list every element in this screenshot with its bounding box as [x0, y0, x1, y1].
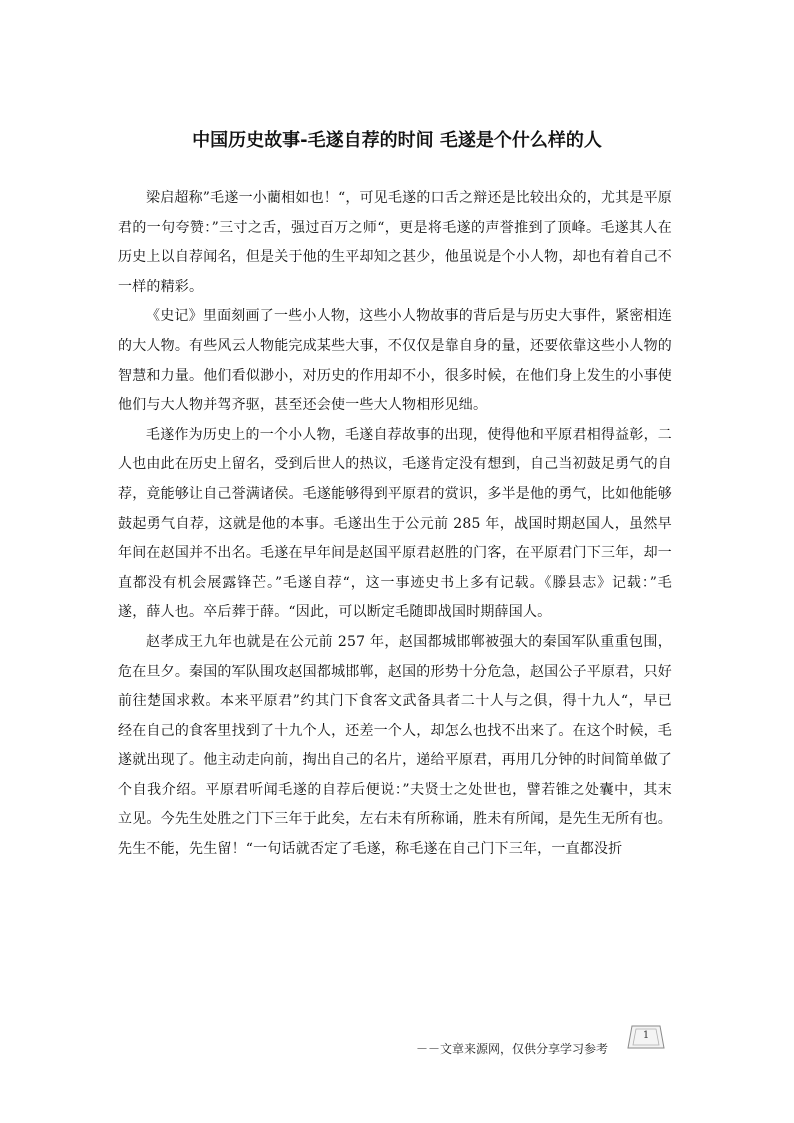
page-title: 中国历史故事-毛遂自荐的时间 毛遂是个什么样的人: [192, 130, 602, 151]
paragraph: 赵孝成王九年也就是在公元前 257 年，赵国都城邯郸被强大的秦国军队重重包围，危在旦夕。秦国的军队围攻赵国都城邯郸，赵国的形势十分危急，赵国公子平原君，只好前往楚国求救。本来平原君”约其门下食客文武备具者二十人与之俱，得十九人“，早已经在自己的食客里找到了十九个人，还差一个人，却怎么也找不出来了。在这个时候，毛遂就出现了。他主动走向前，掏出自己的名片，递给平原君，再用几分钟的时间简单做了个自我介绍。平原君听闻毛遂的自荐后便说：”夫贤士之处世也，譬若锥之处囊中，其末立见。今先生处胜之门下三年于此矣，左右未有所称诵，胜未有所闻，是先生无所有也。先生不能，先生留！“一句话就否定了毛遂，称毛遂在自己门下三年，一直都没折: [118, 633, 672, 858]
page-number: 1: [642, 1030, 650, 1041]
paragraph: 毛遂作为历史上的一个小人物，毛遂自荐故事的出现，使得他和平原君相得益彰，二人也由此在历史上留名，受到后世人的热议，毛遂肯定没有想到，自己当初鼓足勇气的自荐，竟能够让自己誉满诸侯。毛遂能够得到平原君的赏识，多半是他的勇气，比如他能够鼓起勇气自荐，这就是他的本事。毛遂出生于公元前 285 年，战国时期赵国人，虽然早年间在赵国并不出名。毛遂在早年间是赵国平原君赵胜的门客，在平原君门下三年，却一直都没有机会展露锋芒。”毛遂自荐“，这一事迹史书上多有记载。《滕县志》记载：”毛遂，薛人也。卒后葬于薛。“因此，可以断定毛随即战国时期薛国人。: [118, 426, 672, 621]
article-body: [118, 184, 672, 865]
paragraph: 梁启超称”毛遂一小藺相如也！“，可见毛遂的口舌之辩还是比较出众的，尤其是平原君的一句夸赞：”三寸之舌，强过百万之师“，更是将毛遂的声誉推到了顶峰。毛遂其人在历史上以自荐闻名，但是关于他的生平却知之甚少，他虽说是个小人物，却也有着自己不一样的精彩。: [118, 190, 672, 295]
paragraph: 《史记》里面刻画了一些小人物，这些小人物故事的背后是与历史大事件，紧密相连的大人物。有些风云人物能完成某些大事，不仅仅是靠自身的量，还要依靠这些小人物的智慧和力量。他们看似渺小，对历史的作用却不小，很多时候，在他们身上发生的小事使他们与大人物并驾齐驱，甚至还会使一些大人物相形见绌。: [118, 308, 672, 414]
page-number-badge: [626, 1022, 666, 1052]
footer-source-note: －－文章来源网，仅供分享学习参考: [416, 1042, 609, 1056]
